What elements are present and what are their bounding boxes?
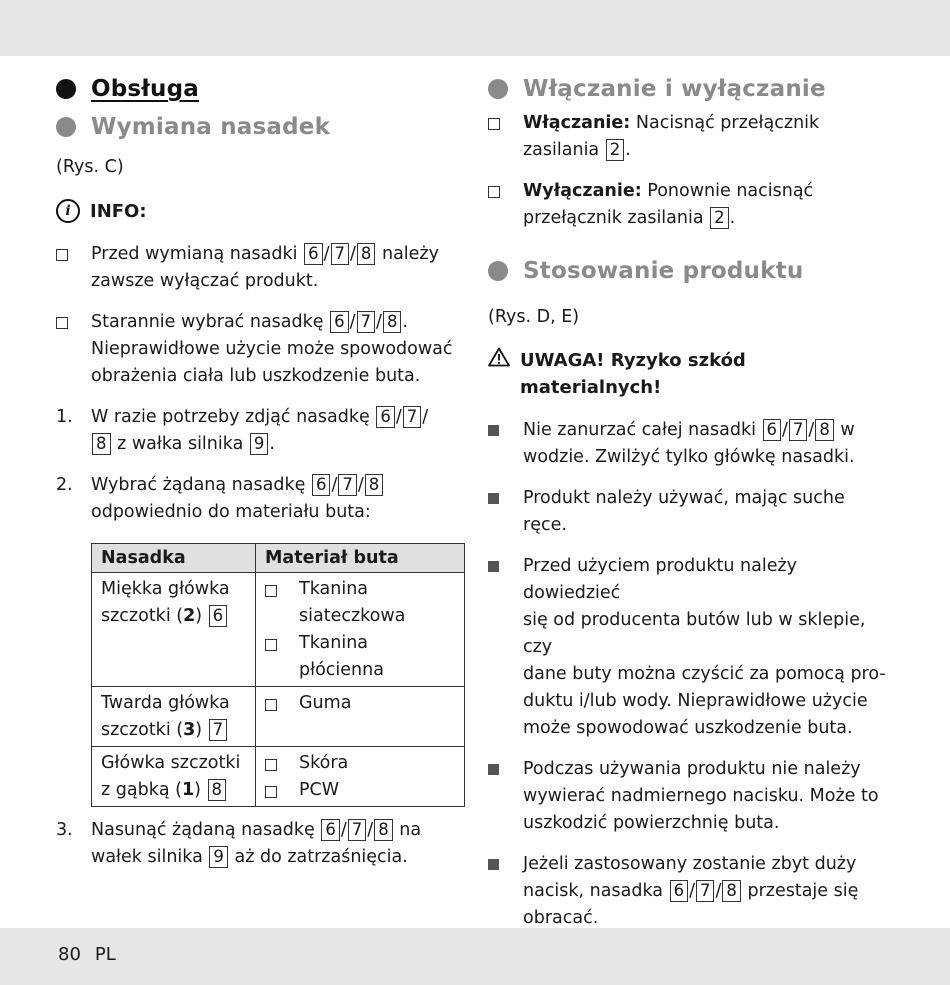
table-row: Miękka główka szczotki (2) 6 Tkanina siateczkowa Tkanina płócienna [92, 573, 465, 687]
square-bullet-icon [488, 764, 499, 775]
checkbox-bullet-icon [265, 759, 277, 771]
list-item: Przed wymianą nasadki 6 / 7 / 8 należy zawsze wyłączać produkt. [56, 241, 466, 295]
attachment-table [91, 543, 465, 807]
language-code: PL [94, 944, 116, 965]
checkbox-bullet-icon [265, 585, 277, 597]
checkbox-bullet-icon [488, 186, 500, 198]
section-heading-obsluga: Obsługa [56, 70, 466, 108]
checkbox-bullet-icon [265, 699, 277, 711]
numbered-item: 3. Nasunąć żądaną nasadkę 6 / 7 / 8 na wałek silnika 9 aż do zatrzaśnięcia. [56, 820, 422, 867]
section-heading-stosowanie: Stosowanie produktu [488, 252, 893, 290]
list-item: Starannie wybrać nasadkę 6 / 7 / 8 . Nieprawidłowe użycie może spowodować obrażenia ciała lub uszkodzenie buta. [56, 309, 466, 390]
bullet-dot-icon [488, 79, 508, 99]
list-item: Nie zanurzać całej nasadki 6 / 7 / 8 w wodzie. Zwilżyć tylko główkę nasadki. [488, 417, 893, 471]
checkbox-bullet-icon [265, 639, 277, 651]
list-item: Włączanie: Nacisnąć przełącznik zasilania 2 . [488, 110, 893, 164]
bullet-dot-icon [56, 79, 76, 99]
info-icon: i [56, 199, 80, 223]
bullet-dot-icon [56, 117, 76, 137]
list-item: Podczas używania produktu nie należy wywierać nadmiernego nacisku. Może to uszkodzić powierzchnię buta. [488, 756, 893, 837]
list-item: Wyłączanie: Ponownie nacisnąć przełącznik zasilania 2 . [488, 178, 893, 232]
checkbox-bullet-icon [56, 317, 68, 329]
right-column [488, 70, 893, 932]
table-row: Główka szczotki z gąbką (1) 8 Skóra PCW [92, 747, 465, 807]
section-heading-wlaczanie: Włączanie i wyłączanie [488, 70, 893, 108]
list-item: Jeżeli zastosowany zostanie zbyt duży nacisk, nasadka 6 / 7 / 8 przestaje się obracać. [488, 851, 893, 932]
table-header-row [92, 544, 465, 573]
section-heading-wymiana: Wymiana nasadek [56, 108, 466, 146]
footer-band [0, 928, 950, 985]
square-bullet-icon [488, 493, 499, 504]
checkbox-bullet-icon [488, 118, 500, 130]
header-band [0, 0, 950, 56]
info-heading: i INFO: [56, 199, 466, 223]
numbered-item: 1. W razie potrzeby zdjąć nasadkę 6 / 7 / 8 z wałka silnika 9 . [56, 407, 429, 454]
warning-heading: UWAGA! Ryzyko szkód materialnych! [488, 347, 893, 401]
table-row: Twarda główka szczotki (3) 7 Guma [92, 687, 465, 747]
table-header: Nasadka [92, 544, 256, 573]
figure-ref: (Rys. C) [56, 157, 124, 177]
numbered-item: 2. Wybrać żądaną nasadkę 6 / 7 / 8 odpowiednio do materiału buta: [56, 472, 466, 526]
square-bullet-icon [488, 425, 499, 436]
left-column [56, 70, 466, 871]
table-header: Materiał buta [256, 544, 465, 573]
list-item: Przed użyciem produktu należy dowiedzieć się od producenta butów lub w sklepie, czy dane buty można czyścić za pomocą pro- duktu i/lub wody. Nieprawidłowe użycie może spowodować uszkodzenie buta. [488, 553, 893, 742]
checkbox-bullet-icon [56, 249, 68, 261]
figure-ref: (Rys. D, E) [488, 307, 580, 327]
list-item: Produkt należy używać, mając suche ręce. [488, 485, 893, 539]
bullet-dot-icon [488, 261, 508, 281]
checkbox-bullet-icon [265, 786, 277, 798]
square-bullet-icon [488, 859, 499, 870]
warning-triangle-icon [488, 347, 510, 367]
square-bullet-icon [488, 561, 499, 572]
page-number: 80 [58, 944, 81, 965]
page-footer [58, 944, 116, 965]
